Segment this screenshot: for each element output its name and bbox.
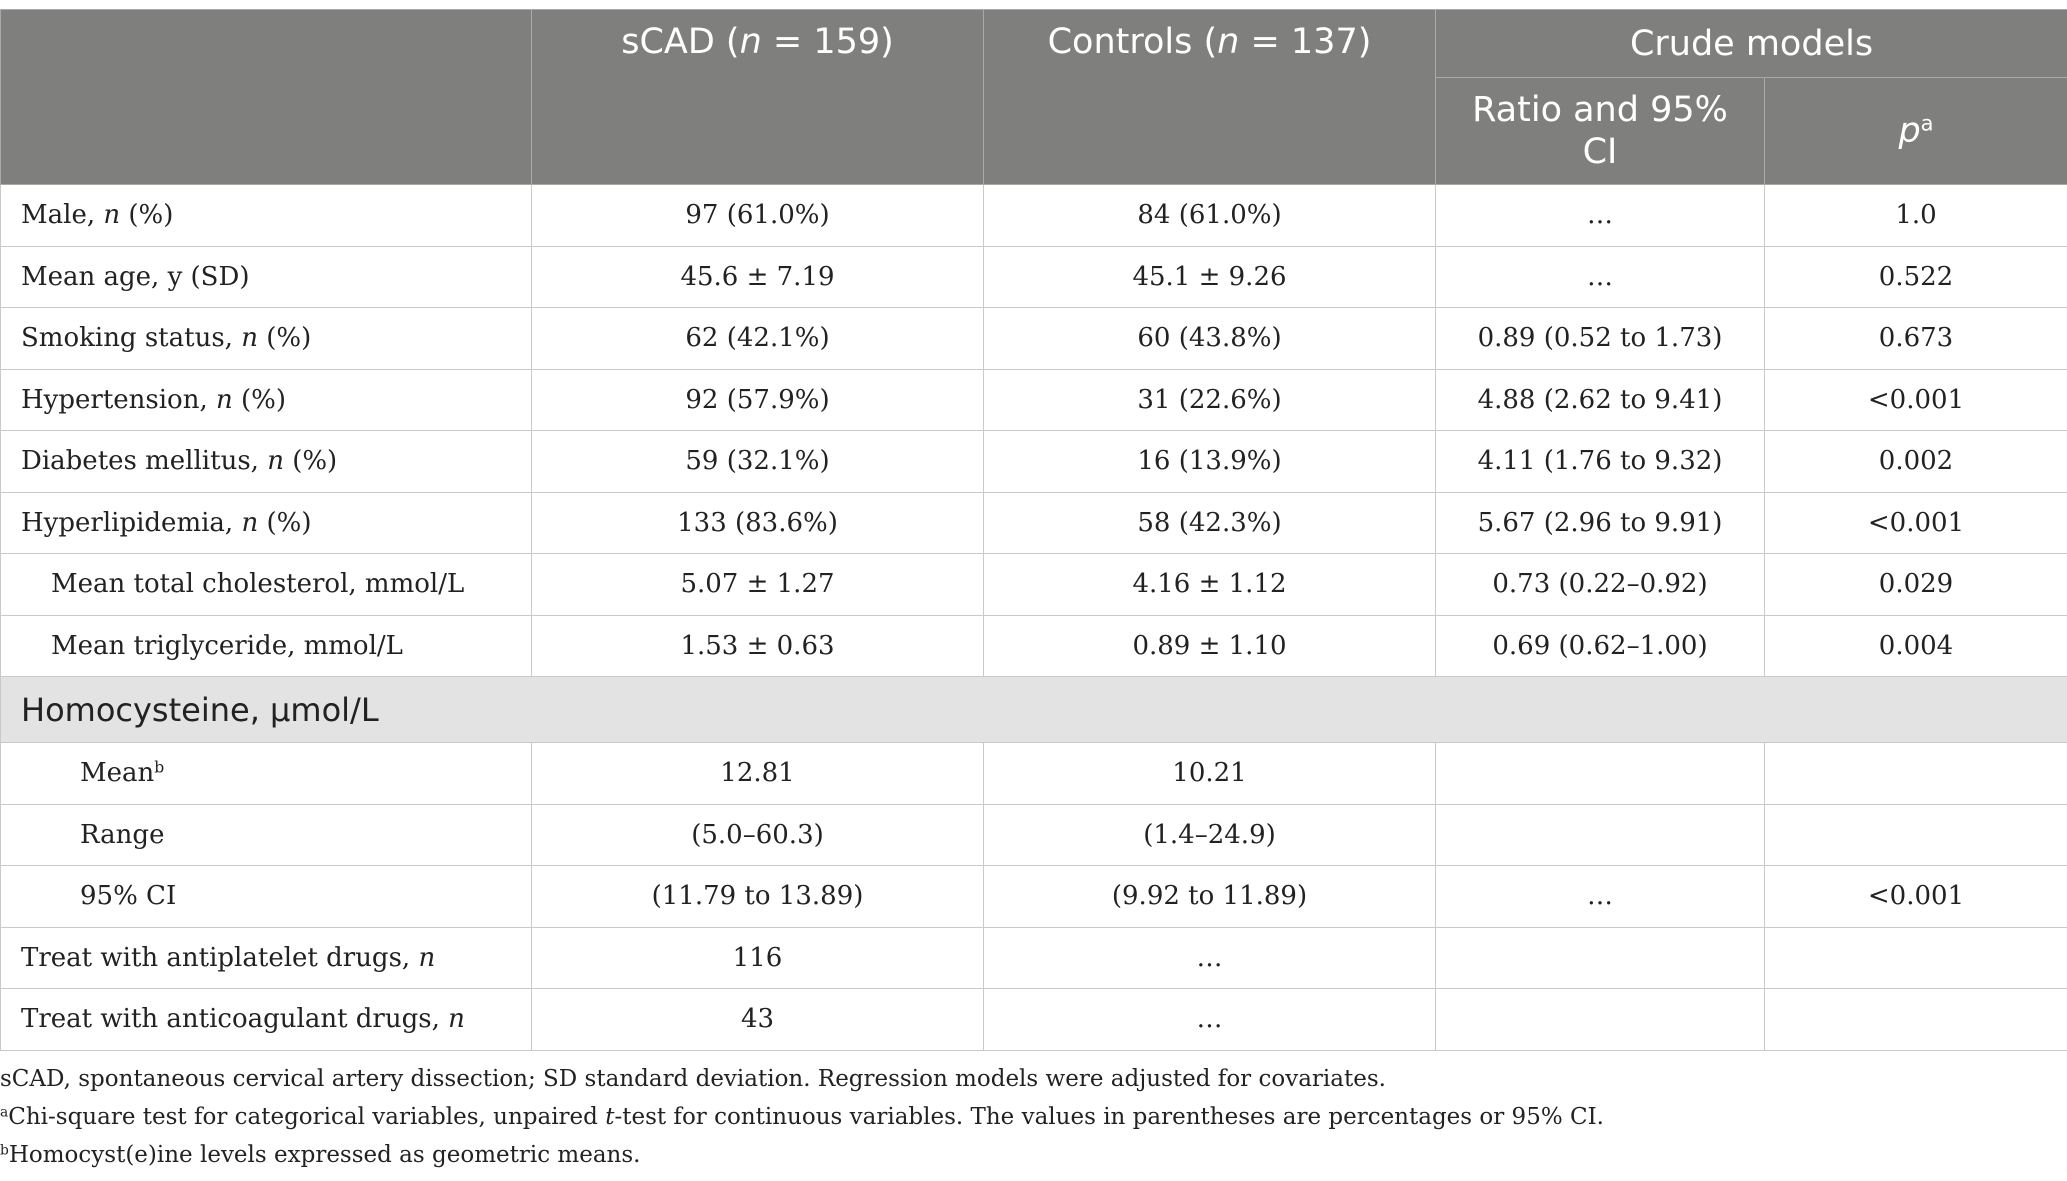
cell-ratio: 5.67 (2.96 to 9.91) — [1436, 492, 1765, 554]
cell-controls: 0.89 ± 1.10 — [984, 615, 1436, 677]
cell-p: 0.522 — [1765, 246, 2067, 308]
table-row — [1, 246, 2067, 308]
header-controls-n: n — [1217, 22, 1240, 62]
table-row — [1, 927, 2067, 989]
footnote-a — [0, 1098, 2067, 1136]
cell-scad: 97 (61.0%) — [532, 185, 984, 247]
row-label — [1, 743, 532, 805]
cell-ratio: 0.89 (0.52 to 1.73) — [1436, 308, 1765, 370]
cell-p — [1765, 989, 2067, 1051]
header-crude-models: Crude models — [1436, 10, 2067, 78]
cell-p — [1765, 743, 2067, 805]
footnote-b-marker: b — [0, 1142, 9, 1159]
row-label: Mean age, y (SD) — [1, 246, 532, 308]
cell-p — [1765, 927, 2067, 989]
cell-ratio — [1436, 743, 1765, 805]
row-label-tail: (%) — [258, 507, 312, 538]
header-ratio-ci: Ratio and 95% CI — [1436, 78, 1765, 185]
cell-ratio — [1436, 804, 1765, 866]
table-row — [1, 369, 2067, 431]
row-label-sup: b — [154, 758, 165, 777]
cell-ratio: 0.73 (0.22–0.92) — [1436, 554, 1765, 616]
row-label — [1, 308, 532, 370]
row-label-tail: (%) — [232, 384, 287, 415]
cell-ratio: 4.88 (2.62 to 9.41) — [1436, 369, 1765, 431]
footnote-abbreviations: sCAD, spontaneous cervical artery dissection; SD standard deviation. Regression models were adjusted for covariates. — [0, 1066, 1386, 1092]
cell-ratio — [1436, 927, 1765, 989]
table-row — [1, 989, 2067, 1051]
table-row — [1, 866, 2067, 928]
row-label-italic: n — [448, 1004, 465, 1035]
table-row — [1, 431, 2067, 493]
results-table — [0, 9, 2067, 1051]
row-label — [1, 989, 532, 1051]
cell-controls: … — [984, 927, 1436, 989]
cell-scad: 62 (42.1%) — [532, 308, 984, 370]
cell-scad: 92 (57.9%) — [532, 369, 984, 431]
cell-scad: (11.79 to 13.89) — [532, 866, 984, 928]
cell-controls: 60 (43.8%) — [984, 308, 1436, 370]
cell-controls: 16 (13.9%) — [984, 431, 1436, 493]
table-row — [1, 615, 2067, 677]
row-label-tail: (%) — [283, 446, 338, 477]
row-label-tail: (%) — [120, 200, 174, 231]
table-header — [1, 10, 2067, 185]
header-controls-prefix: Controls ( — [1047, 22, 1218, 62]
cell-scad: 43 — [532, 989, 984, 1051]
row-label-text: Smoking status, — [21, 323, 242, 354]
footnote-b — [0, 1136, 2067, 1174]
header-scad — [532, 10, 984, 185]
cell-controls: … — [984, 989, 1436, 1051]
row-label-text: Treat with antiplatelet drugs, — [21, 942, 419, 973]
row-label-text: Diabetes mellitus, — [21, 446, 268, 477]
cell-scad: 5.07 ± 1.27 — [532, 554, 984, 616]
row-label-text: Hyperlipidemia, — [21, 507, 242, 538]
cell-scad: 12.81 — [532, 743, 984, 805]
footnote-b-text: Homocyst(e)ine levels expressed as geometric means. — [8, 1142, 641, 1168]
row-label — [1, 185, 532, 247]
cell-controls: 4.16 ± 1.12 — [984, 554, 1436, 616]
row-label-italic: n — [241, 323, 258, 354]
row-label — [1, 369, 532, 431]
cell-ratio: … — [1436, 185, 1765, 247]
table-body — [1, 185, 2067, 1051]
row-label-italic: n — [267, 446, 284, 477]
table-footnotes — [0, 1060, 2067, 1174]
cell-ratio: 0.69 (0.62–1.00) — [1436, 615, 1765, 677]
table-row — [1, 554, 2067, 616]
row-label — [1, 431, 532, 493]
cell-scad: (5.0–60.3) — [532, 804, 984, 866]
cell-scad: 59 (32.1%) — [532, 431, 984, 493]
footnote-a-text: Chi-square test for categorical variables, unpaired — [8, 1104, 606, 1130]
row-label-text: Male, — [21, 200, 104, 231]
footnote-a-italic: t — [605, 1104, 615, 1130]
row-label-italic: n — [103, 200, 121, 231]
row-label-italic: n — [418, 942, 436, 973]
row-label-text: Hypertension, — [21, 384, 216, 415]
header-controls — [984, 10, 1436, 185]
table-row — [1, 804, 2067, 866]
row-label: Range — [1, 804, 532, 866]
row-label: Mean total cholesterol, mmol/L — [1, 554, 532, 616]
cell-controls: 10.21 — [984, 743, 1436, 805]
header-scad-n: n — [739, 22, 762, 62]
cell-p: <0.001 — [1765, 492, 2067, 554]
cell-controls: 84 (61.0%) — [984, 185, 1436, 247]
table-container — [0, 9, 2067, 1051]
table-row — [1, 185, 2067, 247]
cell-controls: 31 (22.6%) — [984, 369, 1436, 431]
header-blank-cell — [1, 10, 532, 185]
row-label — [1, 492, 532, 554]
cell-p: 0.004 — [1765, 615, 2067, 677]
header-p-label: p — [1898, 111, 1921, 151]
footnote-a-marker: a — [0, 1104, 9, 1121]
header-p-sup: a — [1920, 111, 1934, 136]
cell-controls: (9.92 to 11.89) — [984, 866, 1436, 928]
cell-scad: 133 (83.6%) — [532, 492, 984, 554]
row-label-text: Treat with anticoagulant drugs, — [21, 1004, 449, 1035]
row-label-italic: n — [241, 507, 259, 538]
row-label — [1, 927, 532, 989]
section-row-homocysteine — [1, 677, 2067, 743]
cell-ratio: … — [1436, 866, 1765, 928]
header-p-value — [1765, 78, 2067, 185]
table-row — [1, 743, 2067, 805]
cell-scad: 45.6 ± 7.19 — [532, 246, 984, 308]
cell-ratio — [1436, 989, 1765, 1051]
row-label-tail: (%) — [257, 323, 312, 354]
cell-p: <0.001 — [1765, 866, 2067, 928]
cell-p: 0.029 — [1765, 554, 2067, 616]
row-label: 95% CI — [1, 866, 532, 928]
cell-p — [1765, 804, 2067, 866]
cell-p: 0.002 — [1765, 431, 2067, 493]
cell-controls: (1.4–24.9) — [984, 804, 1436, 866]
header-scad-suffix: = 159) — [761, 22, 894, 62]
cell-p: <0.001 — [1765, 369, 2067, 431]
cell-p: 0.673 — [1765, 308, 2067, 370]
cell-controls: 45.1 ± 9.26 — [984, 246, 1436, 308]
section-label: Homocysteine, μmol/L — [1, 677, 2067, 743]
cell-controls: 58 (42.3%) — [984, 492, 1436, 554]
header-scad-prefix: sCAD ( — [621, 22, 740, 62]
row-label-italic: n — [216, 384, 233, 415]
row-label-text: Mean — [80, 758, 155, 789]
cell-ratio: 4.11 (1.76 to 9.32) — [1436, 431, 1765, 493]
cell-ratio: … — [1436, 246, 1765, 308]
header-controls-suffix: = 137) — [1239, 22, 1372, 62]
cell-scad: 116 — [532, 927, 984, 989]
footnote-a-text-tail: -test for continuous variables. The values in parentheses are percentages or 95% CI. — [614, 1104, 1604, 1130]
table-row — [1, 308, 2067, 370]
header-row-1 — [1, 10, 2067, 78]
table-row — [1, 492, 2067, 554]
row-label: Mean triglyceride, mmol/L — [1, 615, 532, 677]
cell-scad: 1.53 ± 0.63 — [532, 615, 984, 677]
cell-p: 1.0 — [1765, 185, 2067, 247]
